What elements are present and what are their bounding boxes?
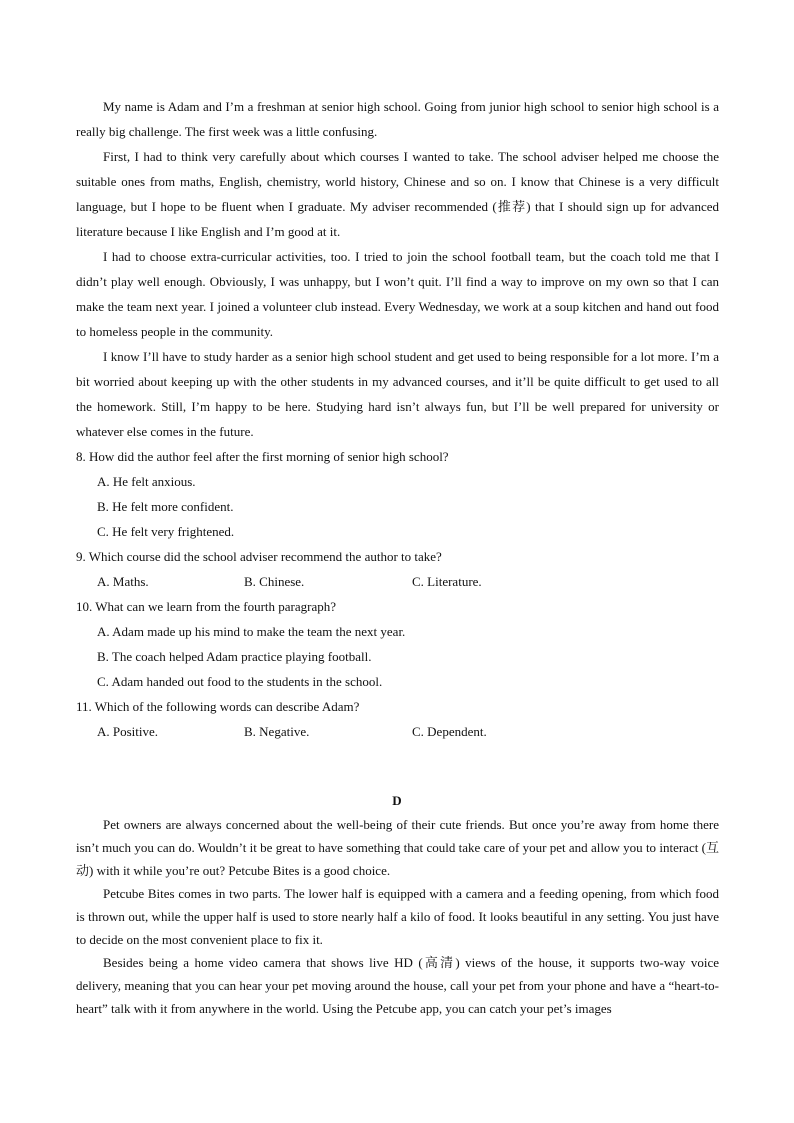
question-10-option-a: A. Adam made up his mind to make the team the next year. bbox=[97, 624, 406, 639]
question-11-option-c: C. Dependent. bbox=[412, 724, 487, 739]
section-d-paragraph-1: Pet owners are always concerned about the well-being of their cute friends. But once you’re away from home there isn’t much you can do. Wouldn’t it be great to have something that could take care of your pet and allow you to interact (互动) with it while you’re out? Petcube Bites is a good choice. bbox=[76, 817, 719, 878]
passage-c-paragraph-1: My name is Adam and I’m a freshman at senior high school. Going from junior high school to senior high school is a really big challenge. The first week was a little confusing. bbox=[76, 99, 719, 139]
question-9-stem: 9. Which course did the school adviser recommend the author to take? bbox=[76, 549, 442, 564]
question-9-option-c: C. Literature. bbox=[412, 574, 482, 589]
passage-c-paragraph-2: First, I had to think very carefully about which courses I wanted to take. The school adviser helped me choose the suitable ones from maths, English, chemistry, world history, Chinese and so on. I know that Chinese is a very difficult language, but I hope to be fluent when I graduate. My adviser recommended (推荐) that I should sign up for advanced literature because I like English and I’m good at it. bbox=[76, 149, 719, 239]
question-10-option-b: B. The coach helped Adam practice playing football. bbox=[97, 649, 372, 664]
question-8-option-b: B. He felt more confident. bbox=[97, 499, 234, 514]
passage-c-paragraph-3: I had to choose extra-curricular activities, too. I tried to join the school football team, but the coach told me that I didn’t play well enough. Obviously, I was unhappy, but I won’t quit. I’ll find a way to improve on my own so that I can make the team next year. I joined a volunteer club instead. Every Wednesday, we work at a soup kitchen and hand out food to homeless people in the community. bbox=[76, 249, 719, 339]
question-10-stem: 10. What can we learn from the fourth paragraph? bbox=[76, 599, 337, 614]
question-11-option-a: A. Positive. bbox=[97, 724, 159, 739]
question-11-stem: 11. Which of the following words can describe Adam? bbox=[76, 699, 360, 714]
passage-c-paragraph-4: I know I’ll have to study harder as a senior high school student and get used to being responsible for a lot more. I’m a bit worried about keeping up with the other students in my advanced courses, and it’ll be quite difficult to get used to all the homework. Still, I’m happy to be here. Studying hard isn’t always fun, but I’ll be well prepared for university or whatever else comes in the future. bbox=[76, 349, 719, 439]
section-d-heading: D bbox=[392, 793, 402, 808]
question-10-option-c: C. Adam handed out food to the students in the school. bbox=[97, 674, 383, 689]
question-11-option-b: B. Negative. bbox=[244, 724, 310, 739]
question-8-stem: 8. How did the author feel after the first morning of senior high school? bbox=[76, 449, 449, 464]
question-8-option-a: A. He felt anxious. bbox=[97, 474, 196, 489]
question-9-option-b: B. Chinese. bbox=[244, 574, 305, 589]
section-d-paragraph-3: Besides being a home video camera that shows live HD (高清) views of the house, it supports two-way voice delivery, meaning that you can hear your pet moving around the house, call your pet from your phone and have a “heart-to-heart” talk with it from anywhere in the world. Using the Petcube app, you can catch your pet’s images bbox=[76, 955, 719, 1016]
section-d-paragraph-2: Petcube Bites comes in two parts. The lower half is equipped with a camera and a feeding opening, from which food is thrown out, while the upper half is used to store nearly half a kilo of food. It looks beautiful in any setting. You just have to decide on the most convenient place to fix it. bbox=[76, 886, 719, 947]
question-9-option-a: A. Maths. bbox=[97, 574, 149, 589]
question-8-option-c: C. He felt very frightened. bbox=[97, 524, 235, 539]
